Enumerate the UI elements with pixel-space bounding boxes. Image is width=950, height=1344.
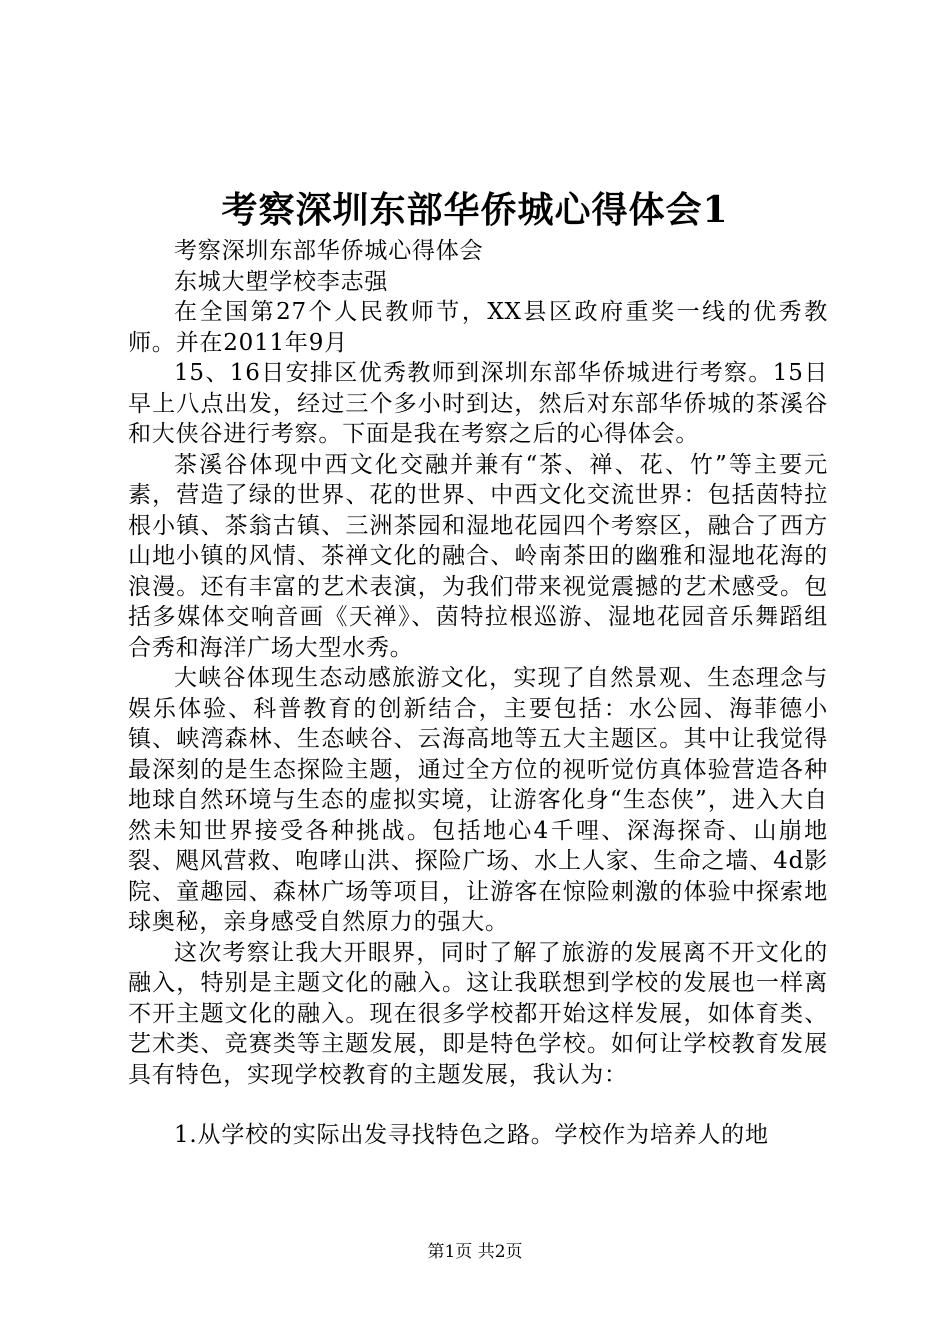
paragraph: 大峡谷体现生态动感旅游文化，实现了自然景观、生态理念与娱乐体验、科普教育的创新结合，主要包括：水公园、海菲德小镇、峡湾森林、生态峡谷、云海高地等五大主题区。其中让我觉得最深刻的是生态探险主题，通过全方位的视听觉仿真体验营造各种地球自然环境与生态的虚拟实境，让游客化身“生态侠”，进入大自然未知世界接受各种挑战。包括地心4千哩、深海探奇、山崩地裂、飓风营救、咆哮山洪、探险广场、水上人家、生命之墙、4d影院、童趣园、森林广场等项目，让游客在惊险刺激的体验中探索地球奥秘，亲身感受自然原力的强大。 [128,665,828,935]
paragraph: 茶溪谷体现中西文化交融并兼有“茶、禅、花、竹”等主要元素，营造了绿的世界、花的世界、中西文化交流世界：包括茵特拉根小镇、茶翁古镇、三洲茶园和湿地花园四个考察区，融合了西方山地小镇的风情、茶禅文化的融合、岭南茶田的幽雅和湿地花海的浪漫。还有丰富的艺术表演，为我们带来视觉震撼的艺术感受。包括多媒体交响音画《天禅》、茵特拉根巡游、湿地花园音乐舞蹈组合秀和海洋广场大型水秀。 [128,451,828,661]
document-title: 考察深圳东部华侨城心得体会1 [221,189,729,231]
page-indicator: 第1页 共2页 [427,1242,523,1262]
paragraph: 在全国第27个人民教师节，XX县区政府重奖一线的优秀教师。并在2011年9月 [128,299,828,356]
paragraph-subtitle: 考察深圳东部华侨城心得体会 [174,238,484,264]
paragraph: 这次考察让我大开眼界，同时了解了旅游的发展离不开文化的融入，特别是主题文化的融入。这让我联想到学校的发展也一样离不开主题文化的融入。现在很多学校都开始这样发展，如体育类、艺术类、竞赛类等主题发展，即是特色学校。如何让学校教育发展具有特色，实现学校教育的主题发展，我认为： [128,939,828,1088]
paragraph: 15、16日安排区优秀教师到深圳东部华侨城进行考察。15日早上八点出发，经过三个多小时到达，然后对东部华侨城的茶溪谷和大侠谷进行考察。下面是我在考察之后的心得体会。 [128,360,828,447]
paragraph-author: 东城大塱学校李志强 [174,268,389,295]
document-body [128,236,828,1151]
paragraph-numbered-item: 1.从学校的实际出发寻找特色之路。学校作为培养人的地 [174,1122,769,1148]
